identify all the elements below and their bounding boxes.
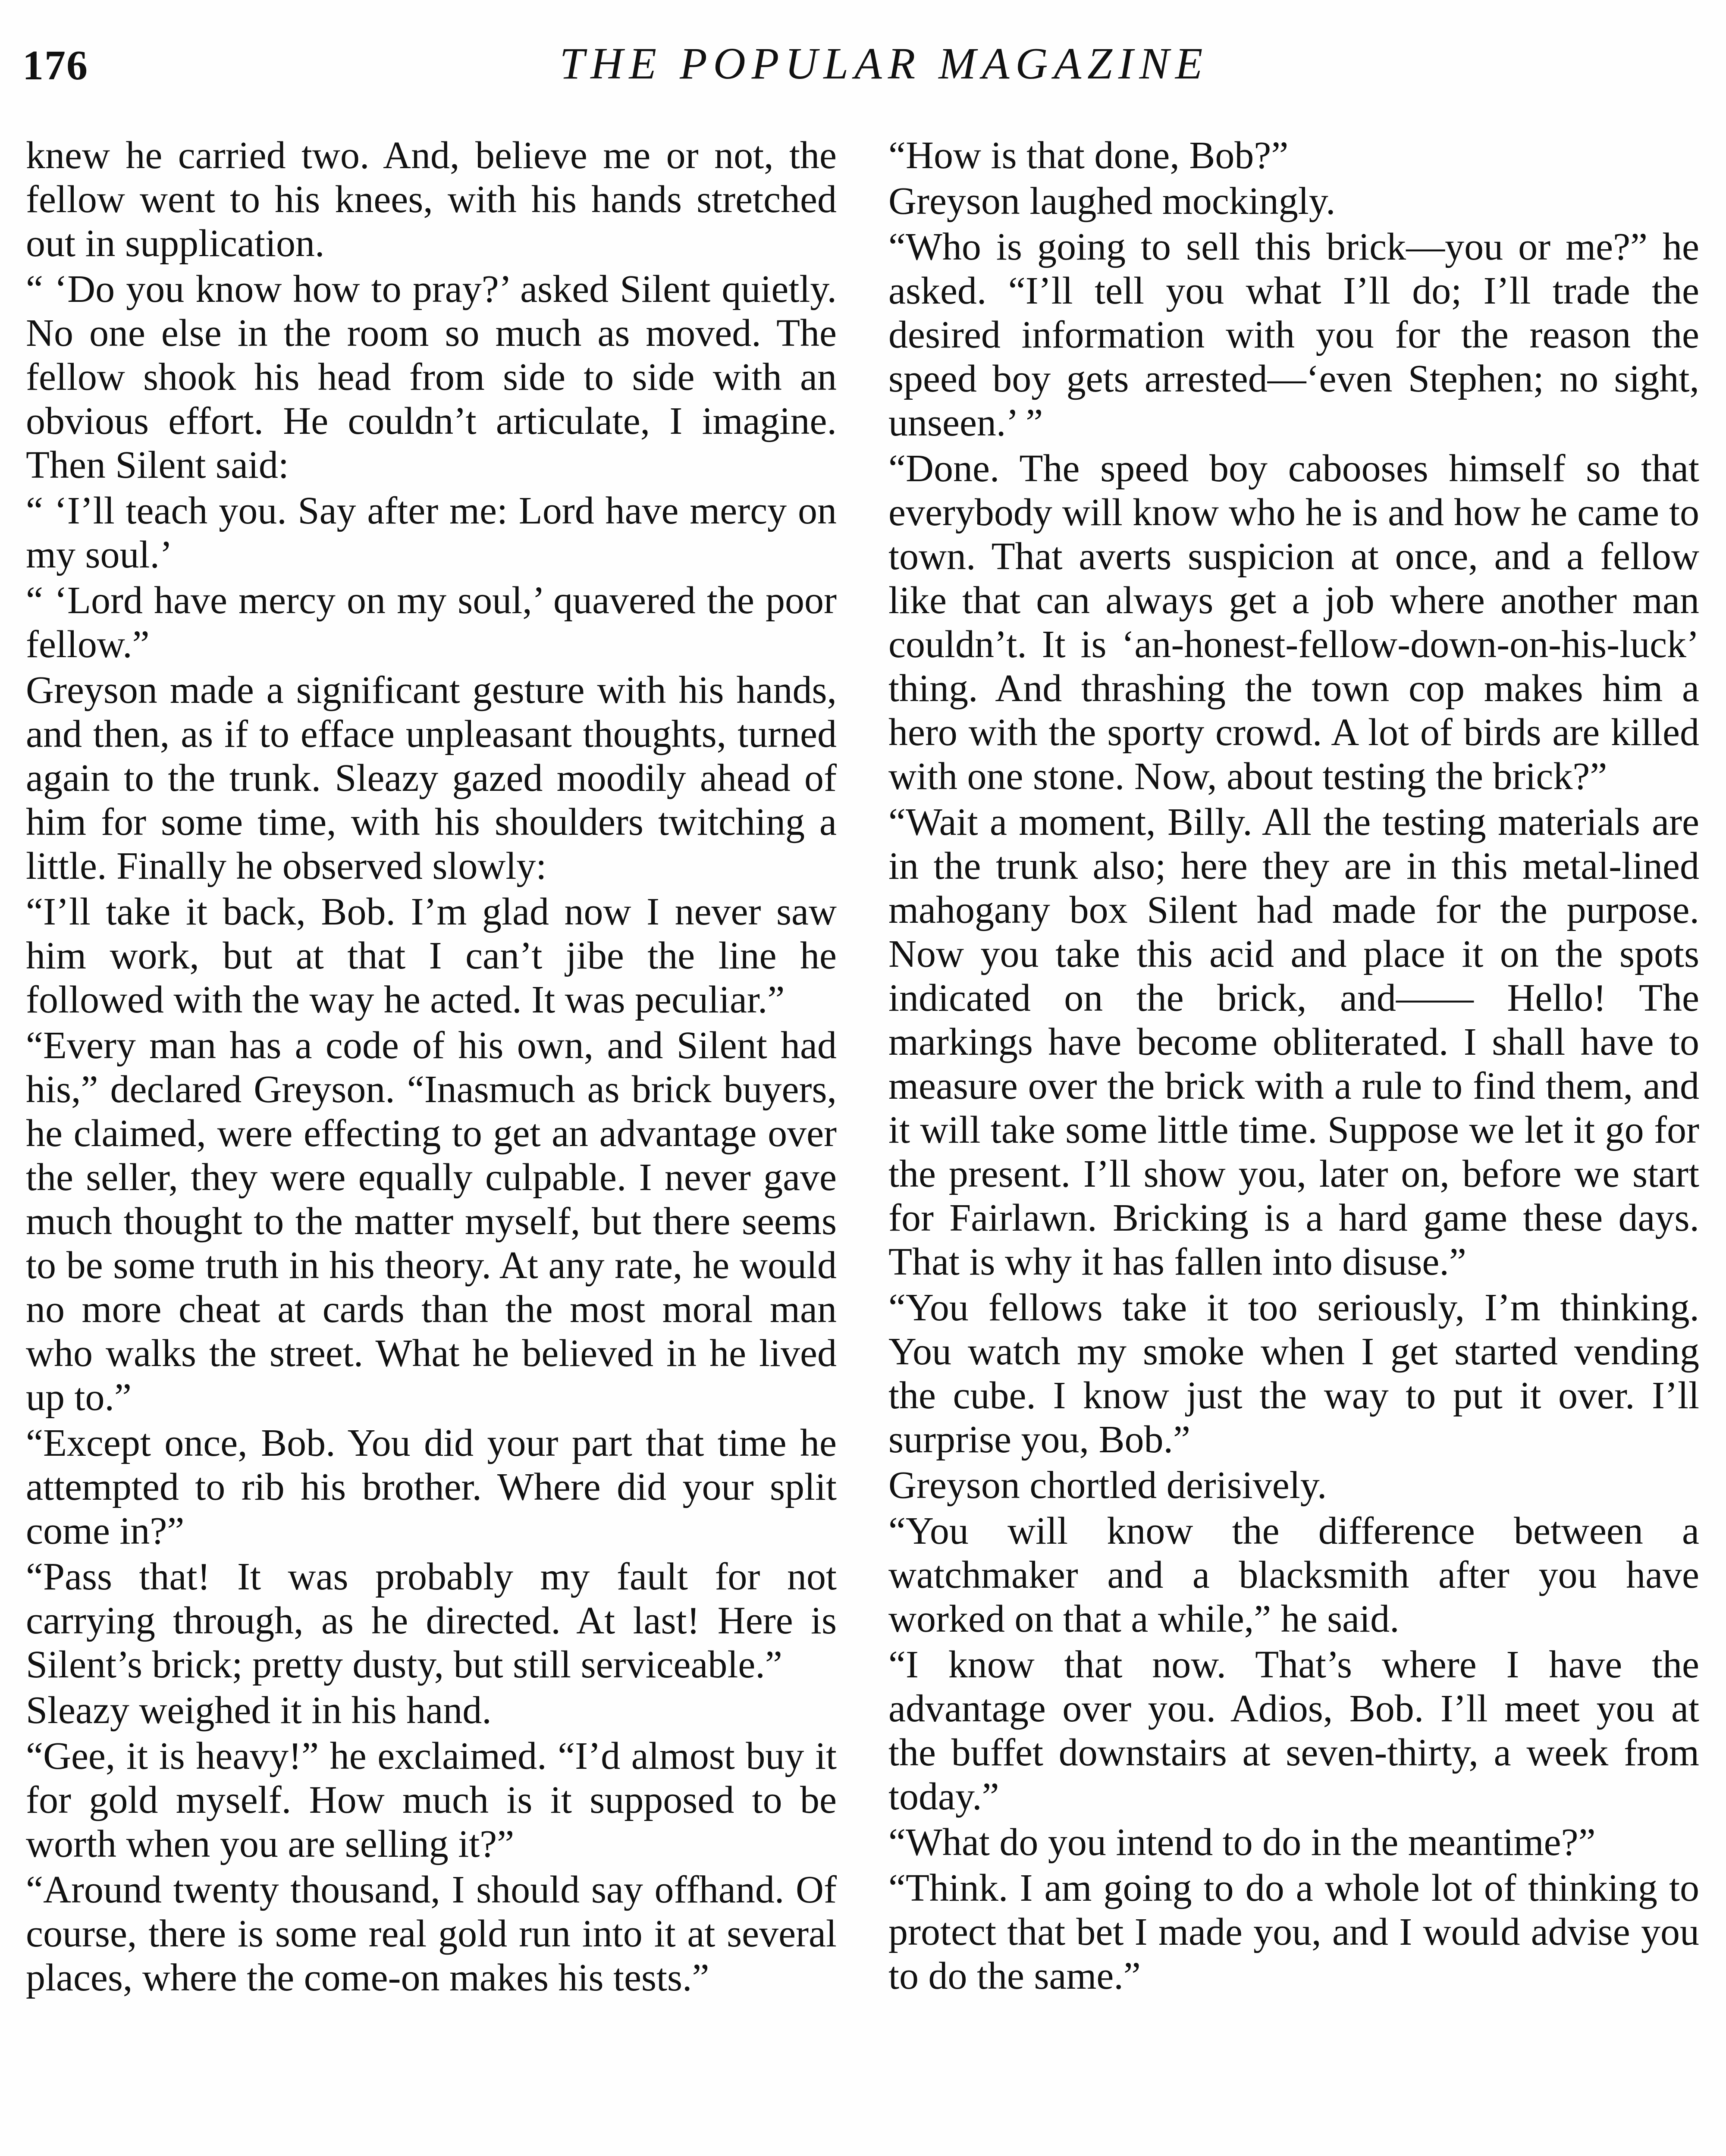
paragraph: “You fellows take it too seriously, I’m thinking. You watch my smoke when I get started vending the cube. I know just the way to put it over. I’ll surprise you, Bob.”: [888, 1286, 1699, 1461]
right-column: [888, 134, 1699, 1998]
paragraph: “What do you intend to do in the meantime?”: [888, 1821, 1596, 1864]
paragraph: “Pass that! It was probably my fault for not carrying through, as he directed. At last! Here is Silent’s brick; pretty dusty, but still serviceable.”: [26, 1555, 837, 1686]
paragraph: “I know that now. That’s where I have the advantage over you. Adios, Bob. I’ll meet you at the buffet downstairs at seven-thirty, a week from today.”: [888, 1643, 1699, 1818]
paragraph: “Think. I am going to do a whole lot of thinking to protect that bet I made you, and I would advise you to do the same.”: [888, 1867, 1699, 1997]
paragraph: “How is that done, Bob?”: [888, 134, 1289, 177]
paragraph: knew he carried two. And, believe me or not, the fellow went to his knees, with his hands stretched out in supplication.: [26, 134, 837, 265]
paragraph: Greyson laughed mockingly.: [888, 180, 1336, 222]
paragraph: “You will know the difference between a watchmaker and a blacksmith after you have worked on that a while,” he said.: [888, 1510, 1699, 1640]
paragraph: “ ‘Lord have mercy on my soul,’ quavered the poor fellow.”: [26, 579, 837, 666]
paragraph: “ ‘Do you know how to pray?’ asked Silent quietly. No one else in the room so much as moved. The fellow shook his head from side to side with an obvious effort. He couldn’t articulate, I imagine. Then Silent said:: [26, 268, 837, 486]
paragraph: “ ‘I’ll teach you. Say after me: Lord have mercy on my soul.’: [26, 489, 837, 576]
running-head: THE POPULAR MAGAZINE: [559, 39, 1209, 88]
paragraph: “Except once, Bob. You did your part that time he attempted to rib his brother. Where did your split come in?”: [26, 1422, 837, 1552]
paragraph: “Every man has a code of his own, and Silent had his,” declared Greyson. “Inasmuch as brick buyers, he claimed, were effecting to get an advantage over the seller, they were equally culpable. I never gave much thought to the matter myself, but there seems to be some truth in his theory. At any rate, he would no more cheat at cards than the most moral man who walks the street. What he believed in he lived up to.”: [26, 1024, 837, 1419]
paragraph: “Wait a moment, Billy. All the testing materials are in the trunk also; here they are in this metal-lined mahogany box Silent had made for the purpose. Now you take this acid and place it on the spots indicated on the brick, and—— Hello! The markings have become obliterated. I shall have to measure over the brick with a rule to find them, and it will take some little time. Suppose we let it go for the present. I’ll show you, later on, before we start for Fairlawn. Bricking is a hard game these days. That is why it has fallen into disuse.”: [888, 801, 1699, 1283]
paragraph: “Who is going to sell this brick—you or me?” he asked. “I’ll tell you what I’ll do; I’ll trade the desired information with you for the reason the speed boy gets arrested—‘even Stephen; no sight, unseen.’ ”: [888, 226, 1699, 444]
left-column: [26, 134, 837, 2000]
paragraph: Greyson chortled derisively.: [888, 1464, 1327, 1507]
paragraph: “Gee, it is heavy!” he exclaimed. “I’d almost buy it for gold myself. How much is it supposed to be worth when you are selling it?”: [26, 1735, 837, 1865]
paragraph: Sleazy weighed it in his hand.: [26, 1689, 492, 1732]
paragraph: “Around twenty thousand, I should say offhand. Of course, there is some real gold run into it at several places, where the come-on makes his tests.”: [26, 1868, 837, 1999]
paragraph: “Done. The speed boy cabooses himself so that everybody will know who he is and how he came to town. That averts suspicion at once, and a fellow like that can always get a job where another man couldn’t. It is ‘an-honest-fellow-down-on-his-luck’ thing. And thrashing the town cop makes him a hero with the sporty crowd. A lot of birds are killed with one stone. Now, about testing the brick?”: [888, 447, 1699, 798]
page-number: 176: [22, 42, 88, 89]
paragraph: “I’ll take it back, Bob. I’m glad now I never saw him work, but at that I can’t jibe the line he followed with the way he acted. It was peculiar.”: [26, 890, 837, 1021]
paragraph: Greyson made a significant gesture with his hands, and then, as if to efface unpleasant thoughts, turned again to the trunk. Sleazy gazed moodily ahead of him for some time, with his shoulders twitching a little. Finally he observed slowly:: [26, 669, 837, 887]
